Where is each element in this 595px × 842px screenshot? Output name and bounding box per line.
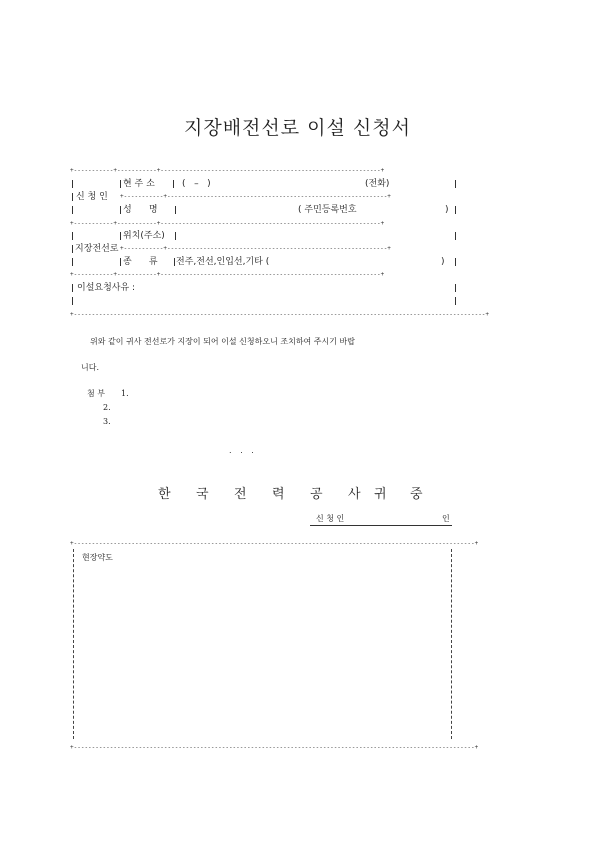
table-divider xyxy=(120,232,121,240)
recipient-char: 공 xyxy=(310,487,323,502)
reason-label: 이설요청사유 : xyxy=(77,283,136,293)
line-label: 지장전선로 xyxy=(75,244,119,254)
table-border-left xyxy=(72,193,73,201)
close-paren: ) xyxy=(441,257,445,267)
resident-number-label: ( 주민등록번호 xyxy=(298,205,357,215)
table-border-left xyxy=(72,180,73,188)
table-border-right xyxy=(455,180,456,188)
table-divider xyxy=(175,206,176,214)
signature-line[interactable] xyxy=(310,525,452,526)
table-divider xyxy=(120,206,121,214)
table-border-bottom: +------------------------------------------------------------------------------------------------------------------+ xyxy=(70,311,490,318)
table-border-right xyxy=(455,284,456,292)
attachment-item: 1. xyxy=(121,389,129,398)
attachment-item: 3. xyxy=(103,417,111,426)
table-border-left xyxy=(72,232,73,240)
page-title: 지장배전선로 이설 신청서 xyxy=(184,117,411,139)
table-border-left xyxy=(72,297,73,305)
table-divider xyxy=(173,180,174,188)
table-border-left xyxy=(72,245,73,253)
sketch-border-bottom: +---------------------------------------------------------------------------------------------------------------+ xyxy=(70,744,479,751)
table-border-right xyxy=(455,258,456,266)
type-options[interactable]: 전주,전선,인입선,기타 ( xyxy=(176,257,270,267)
table-border-left xyxy=(72,258,73,266)
table-divider xyxy=(175,232,176,240)
date-placeholder: . . . xyxy=(229,446,257,455)
recipient-char: 력 xyxy=(272,487,285,502)
recipient-char: 귀 xyxy=(374,487,387,502)
seal-mark: 인 xyxy=(442,514,450,523)
address-value-field[interactable]: ( – ) xyxy=(182,179,211,189)
location-label: 위치(주소) xyxy=(123,231,165,241)
table-row-divider: +-----------+-------------------------------------------------------------+ xyxy=(120,245,391,252)
address-label: 현 주 소 xyxy=(123,179,155,189)
signature-label: 신 청 인 xyxy=(316,514,345,523)
applicant-label: 신 청 인 xyxy=(76,192,108,202)
recipient-char: 전 xyxy=(234,487,247,502)
sketch-border-left xyxy=(73,549,74,739)
request-text-line2: 니다. xyxy=(81,363,99,372)
table-border-left xyxy=(72,206,73,214)
recipient-char: 한 xyxy=(158,487,171,502)
table-row-divider: +-----------+-------------------------------------------------------------+ xyxy=(120,193,391,200)
table-border-left xyxy=(72,284,73,292)
site-sketch-label: 현장약도 xyxy=(82,553,113,562)
table-border-right xyxy=(455,297,456,305)
table-border-right xyxy=(455,206,456,214)
table-divider xyxy=(120,180,121,188)
table-divider xyxy=(120,258,121,266)
attachment-item: 2. xyxy=(103,403,111,412)
recipient-char: 사 xyxy=(348,487,361,502)
type-label: 종 류 xyxy=(123,257,158,267)
table-row-divider: +-----------+-----------+-------------------------------------------------------------+ xyxy=(70,220,385,227)
sketch-border-right xyxy=(451,549,452,739)
table-row-divider: +-----------+-----------+-------------------------------------------------------------+ xyxy=(70,271,385,278)
table-border-top: +-----------+-----------+-------------------------------------------------------------+ xyxy=(70,167,385,174)
request-text-line1: 위와 같이 귀사 전선로가 지장이 되어 이설 신청하오니 조치하여 주시기 바랍 xyxy=(90,337,355,346)
sketch-border-top: +---------------------------------------------------------------------------------------------------------------+ xyxy=(70,540,479,547)
table-divider xyxy=(174,258,175,266)
table-border-right xyxy=(455,232,456,240)
name-label: 성 명 xyxy=(123,205,158,215)
attachment-label: 첨 부 xyxy=(87,389,105,398)
close-paren: ) xyxy=(445,205,449,215)
recipient-char: 중 xyxy=(410,487,423,502)
phone-label: (전화) xyxy=(365,179,390,189)
recipient-char: 국 xyxy=(196,487,209,502)
